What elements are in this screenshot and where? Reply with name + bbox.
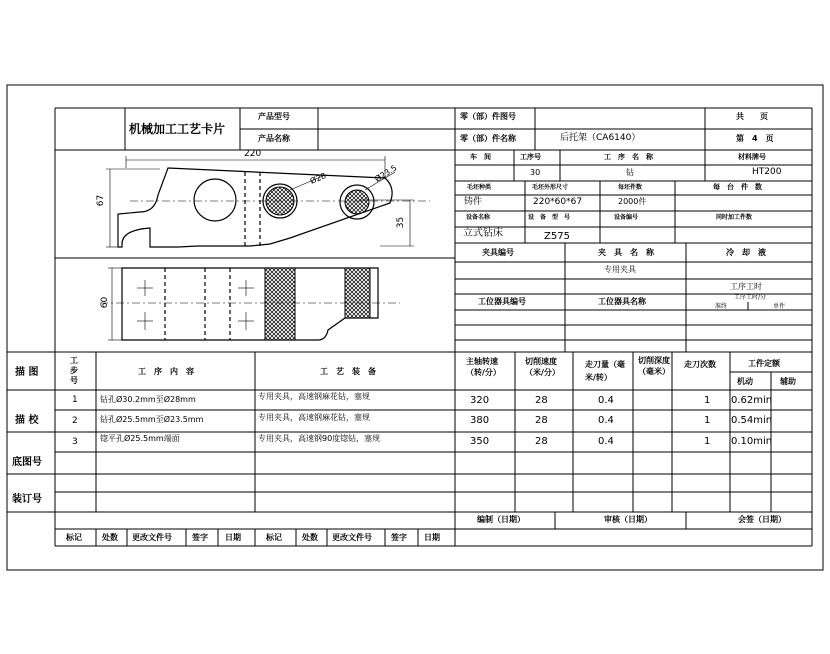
dim-d1: Ø28 bbox=[308, 171, 328, 186]
blank-type-label: 毛坯种类 bbox=[467, 184, 492, 191]
row2-speed: 380 bbox=[470, 415, 490, 426]
footer-signature-2: 签字 bbox=[391, 533, 407, 542]
op-no-label: 工序号 bbox=[520, 153, 541, 161]
row1-cut: 28 bbox=[535, 395, 548, 406]
fixture-no-label: 夹具编号 bbox=[482, 248, 514, 257]
footer-count-1: 处数 bbox=[102, 533, 118, 542]
material-value: HT200 bbox=[752, 167, 782, 177]
col-content: 工 序 内 容 bbox=[138, 367, 194, 376]
material-label: 材料牌号 bbox=[738, 153, 766, 161]
row3-passes: 1 bbox=[704, 436, 711, 447]
col-equipment: 工 艺 装 备 bbox=[320, 367, 376, 376]
fixture-name-label: 夹 具 名 称 bbox=[598, 248, 654, 257]
op-no-value: 30 bbox=[530, 168, 541, 177]
compile-label: 编制（日期） bbox=[477, 515, 525, 524]
col-aux: 辅助 bbox=[780, 377, 796, 386]
blank-size-value: 220*60*67 bbox=[533, 197, 583, 207]
binding-label: 装订号 bbox=[12, 494, 42, 505]
footer-docno-1: 更改文件号 bbox=[132, 533, 172, 542]
equip-no-label: 设备编号 bbox=[614, 214, 639, 221]
footer-count-2: 处数 bbox=[302, 533, 318, 542]
row1-passes: 1 bbox=[704, 395, 711, 406]
col-feed: 走刀量（毫米/转） bbox=[585, 360, 625, 382]
col-passes: 走刀次数 bbox=[684, 360, 716, 369]
base-drawing-label: 底图号 bbox=[12, 457, 42, 468]
dim-60: 60 bbox=[100, 296, 111, 309]
footer-mark-2: 标记 bbox=[266, 533, 282, 542]
time-quota-sub: 工序工时/分 bbox=[734, 294, 767, 301]
row1-speed: 320 bbox=[470, 395, 490, 406]
equip-model-label: 设 备 型 号 bbox=[528, 214, 571, 221]
row3-step: 3 bbox=[72, 437, 78, 447]
row2-feed: 0.4 bbox=[598, 415, 614, 426]
equip-name-label: 设备名称 bbox=[466, 214, 491, 221]
row3-content: 锪平孔Ø25.5mm端面 bbox=[100, 434, 180, 443]
blank-qty-value: 2000件 bbox=[618, 197, 647, 206]
prep-label: 准终 bbox=[715, 303, 728, 310]
row1-equipment: 专用夹具，高速钢麻花钻，塞规 bbox=[258, 392, 370, 401]
bore-1-section bbox=[265, 268, 295, 340]
dim-35: 35 bbox=[396, 216, 407, 229]
op-name-label: 工 序 名 称 bbox=[604, 153, 653, 161]
row1-time: 0.62min bbox=[731, 395, 773, 406]
row2-time: 0.54min bbox=[731, 415, 773, 426]
dim-height: 67 bbox=[96, 194, 107, 207]
footer-signature-1: 签字 bbox=[192, 533, 208, 542]
row2-passes: 1 bbox=[704, 415, 711, 426]
station-tool-no-label: 工位器具编号 bbox=[478, 297, 526, 306]
dim-d2: Ø23.5 bbox=[373, 163, 399, 184]
page-label: 第 4 页 bbox=[736, 134, 774, 143]
footer-docno-2: 更改文件号 bbox=[332, 533, 372, 542]
equip-name-value: 立式钻床 bbox=[463, 228, 503, 239]
col-step: 工步号 bbox=[70, 356, 78, 385]
equip-model-value: Z575 bbox=[544, 231, 570, 242]
part-name-label: 零（部）件名称 bbox=[460, 134, 516, 143]
col-speed: 主轴转速（转/分） bbox=[466, 357, 501, 377]
row3-speed: 350 bbox=[470, 436, 490, 447]
card-title: 机械加工工艺卡片 bbox=[129, 122, 226, 136]
product-model-label: 产品型号 bbox=[258, 112, 290, 121]
col-cut-speed: 切削速度（米/分） bbox=[525, 357, 560, 377]
row3-cut: 28 bbox=[535, 436, 548, 447]
bore-2-section bbox=[345, 268, 370, 318]
sketch-label: 描 图 bbox=[15, 367, 39, 378]
coolant-label: 冷 却 液 bbox=[726, 248, 766, 257]
hole-2-hatched bbox=[345, 190, 369, 214]
footer-mark-1: 标记 bbox=[66, 533, 82, 542]
col-machine: 机动 bbox=[737, 377, 753, 386]
blank-type-value: 铸件 bbox=[464, 197, 483, 207]
part-top-view bbox=[122, 268, 378, 340]
station-tool-name-label: 工位器具名称 bbox=[598, 297, 646, 306]
col-depth: 切削深度（毫米） bbox=[638, 356, 670, 376]
product-name-label: 产品名称 bbox=[258, 134, 290, 143]
part-drawing-no-label: 零（部）件图号 bbox=[460, 112, 516, 121]
per-unit-label: 每 台 件 数 bbox=[713, 183, 762, 191]
simul-label: 同时加工件数 bbox=[716, 214, 753, 221]
row3-feed: 0.4 bbox=[598, 436, 614, 447]
row2-content: 钻孔Ø25.5mm至Ø23.5mm bbox=[100, 415, 204, 424]
row1-content: 钻孔Ø30.2mm至Ø28mm bbox=[100, 395, 196, 404]
workshop-label: 车 间 bbox=[470, 153, 491, 161]
sign-label: 会签（日期） bbox=[738, 515, 786, 524]
time-quota-label: 工序工时 bbox=[730, 282, 762, 291]
op-name-value: 钻 bbox=[626, 168, 634, 177]
row1-feed: 0.4 bbox=[598, 395, 614, 406]
row2-step: 2 bbox=[72, 416, 78, 426]
row3-equipment: 专用夹具，高速钢90度锪钻，塞规 bbox=[258, 434, 381, 443]
total-pages-label: 共 页 bbox=[736, 112, 768, 121]
footer-date-2: 日期 bbox=[424, 533, 440, 542]
review-label: 审核（日期） bbox=[604, 515, 652, 524]
trace-label: 描 校 bbox=[15, 415, 39, 426]
row3-time: 0.10min bbox=[731, 436, 773, 447]
row2-equipment: 专用夹具，高速钢麻花钻，塞规 bbox=[258, 413, 370, 422]
footer-date-1: 日期 bbox=[225, 533, 241, 542]
row1-step: 1 bbox=[72, 395, 78, 405]
col-time: 工件定额 bbox=[748, 359, 780, 368]
dim-width: 220 bbox=[244, 149, 262, 159]
part-name-value: 后托架（CA6140） bbox=[560, 133, 641, 143]
single-label: 单件 bbox=[773, 303, 786, 310]
blank-size-label: 毛坯外形尺寸 bbox=[532, 184, 569, 191]
row2-cut: 28 bbox=[535, 415, 548, 426]
blank-qty-label: 每坯件数 bbox=[618, 184, 643, 191]
fixture-name-value: 专用夹具 bbox=[604, 265, 636, 274]
